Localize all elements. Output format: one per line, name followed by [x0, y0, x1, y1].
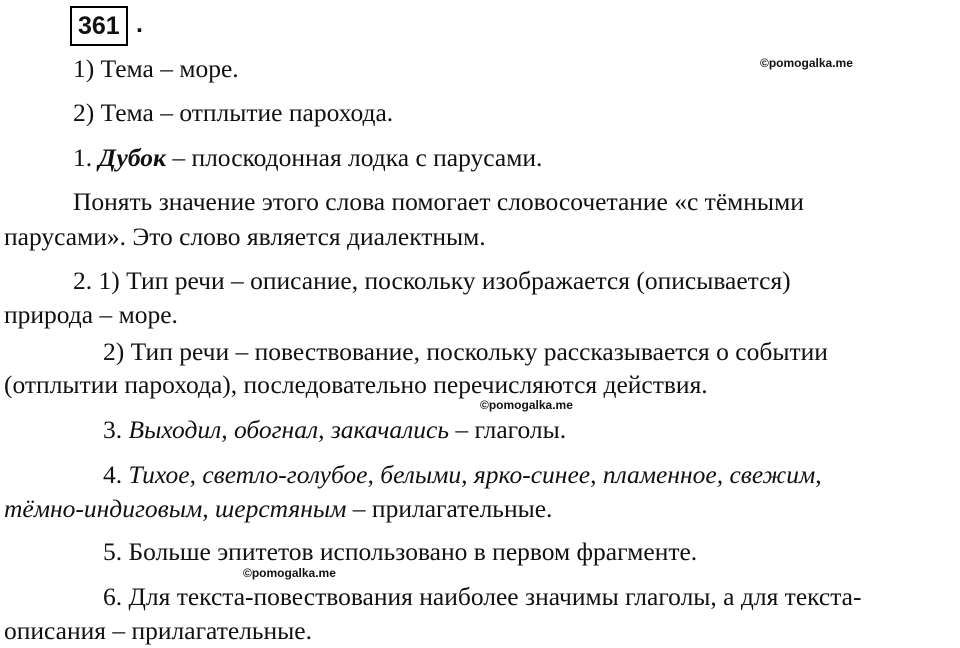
adjectives-list: Тихое, светло-голубое, белыми, ярко-синее, пламенное, свежим,	[128, 460, 822, 489]
item-number: 1.	[73, 143, 99, 172]
answer-line-6: 2. 1) Тип речи – описание, поскольку изображается (описывается)	[73, 266, 791, 295]
exercise-number-dot: .	[136, 10, 143, 38]
watermark-middle: ©pomogalka.me	[480, 398, 573, 412]
answer-line-1: 1) Тема – море.	[73, 54, 239, 83]
item-number: 4.	[103, 460, 129, 489]
answer-line-11	[103, 458, 822, 492]
term-dubok: Дубок	[98, 143, 166, 172]
answer-line-14: 6. Для текста-повествования наиболее значимы глаголы, а для текста-	[103, 582, 862, 611]
adjectives-list-cont: тёмно-индиговым, шерстяным	[4, 494, 347, 523]
item-number: 3.	[103, 415, 129, 444]
term-definition: – плоскодонная лодка с парусами.	[165, 143, 543, 172]
watermark-top: ©pomogalka.me	[760, 56, 853, 70]
answer-line-8: 2) Тип речи – повествование, поскольку рассказывается о событии	[103, 337, 828, 366]
answer-line-5: парусами». Это слово является диалектным.	[4, 222, 486, 251]
answer-line-3	[73, 141, 542, 175]
verbs-list: Выходил, обогнал, закачались	[128, 415, 449, 444]
answer-line-13: 5. Больше эпитетов использовано в первом фрагменте.	[103, 537, 698, 566]
answer-line-4: Понять значение этого слова помогает словосочетание «с тёмными	[73, 187, 804, 216]
answer-line-15: описания – прилагательные.	[4, 616, 313, 645]
verbs-conclusion: – глаголы.	[448, 415, 567, 444]
adjectives-conclusion: – прилагательные.	[346, 494, 553, 523]
answer-line-7: природа – море.	[4, 300, 178, 329]
answer-line-12	[4, 492, 552, 526]
answer-line-2: 2) Тема – отплытие парохода.	[73, 98, 394, 127]
answer-line-9: (отплытии парохода), последовательно перечисляются действия.	[4, 370, 708, 399]
exercise-number: 361	[70, 6, 128, 46]
answer-line-10	[103, 413, 566, 447]
watermark-bottom: ©pomogalka.me	[243, 566, 336, 580]
